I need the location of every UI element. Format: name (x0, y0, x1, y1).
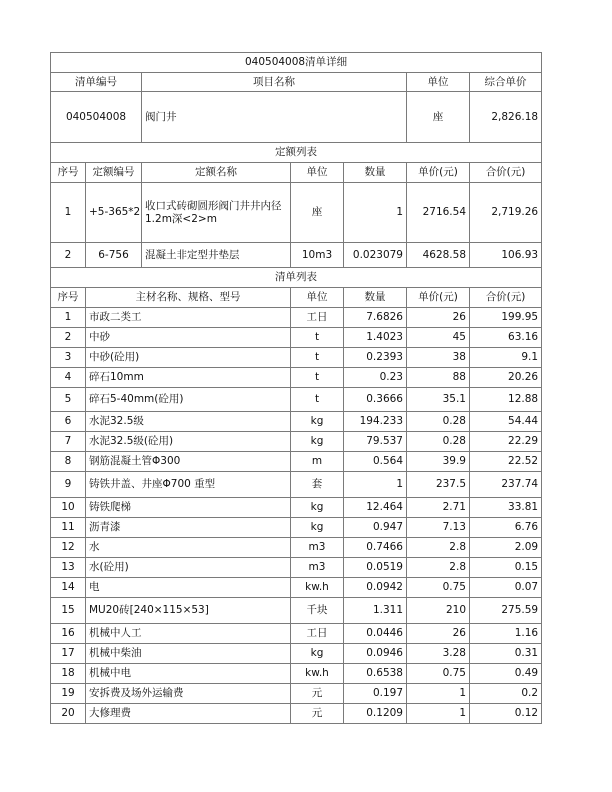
material-unit: 工日 (291, 308, 344, 328)
material-name: 水泥32.5级(砼用) (86, 432, 291, 452)
material-unit-price: 1 (407, 684, 470, 704)
material-row (51, 518, 542, 538)
material-total: 0.12 (470, 704, 542, 724)
material-no: 19 (51, 684, 86, 704)
quota-header-name: 定额名称 (142, 163, 291, 183)
quota-header-total: 合价(元) (470, 163, 542, 183)
material-qty: 0.564 (344, 452, 407, 472)
material-unit-price: 45 (407, 328, 470, 348)
material-name: 大修理费 (86, 704, 291, 724)
material-name: 钢筋混凝土管Φ300 (86, 452, 291, 472)
material-unit: 千块 (291, 598, 344, 624)
material-no: 17 (51, 644, 86, 664)
material-no: 9 (51, 472, 86, 498)
material-unit: t (291, 328, 344, 348)
quota-total: 2,719.26 (470, 183, 542, 243)
material-unit-price: 237.5 (407, 472, 470, 498)
material-total: 63.16 (470, 328, 542, 348)
material-unit-price: 1 (407, 704, 470, 724)
bill-header-unit: 单位 (407, 73, 470, 92)
material-unit-price: 2.71 (407, 498, 470, 518)
bill-name: 阀门井 (142, 92, 407, 143)
material-section-title: 清单列表 (51, 268, 542, 288)
material-no: 13 (51, 558, 86, 578)
material-total: 22.29 (470, 432, 542, 452)
material-qty: 1 (344, 472, 407, 498)
material-qty: 0.197 (344, 684, 407, 704)
material-no: 5 (51, 388, 86, 412)
material-unit: kw.h (291, 664, 344, 684)
material-unit-price: 3.28 (407, 644, 470, 664)
bill-detail-table (50, 52, 542, 724)
material-unit: kg (291, 498, 344, 518)
material-total: 0.49 (470, 664, 542, 684)
material-qty: 0.6538 (344, 664, 407, 684)
material-unit-price: 210 (407, 598, 470, 624)
material-row (51, 558, 542, 578)
material-qty: 194.233 (344, 412, 407, 432)
table-title: 040504008清单详细 (51, 53, 542, 73)
material-qty: 1.311 (344, 598, 407, 624)
material-unit-price: 0.28 (407, 412, 470, 432)
material-unit-price: 35.1 (407, 388, 470, 412)
material-row (51, 624, 542, 644)
material-no: 6 (51, 412, 86, 432)
quota-unit: 座 (291, 183, 344, 243)
material-name: 机械中电 (86, 664, 291, 684)
material-no: 8 (51, 452, 86, 472)
material-total: 1.16 (470, 624, 542, 644)
material-header-unit-price: 单价(元) (407, 288, 470, 308)
material-unit: 工日 (291, 624, 344, 644)
material-unit: m3 (291, 538, 344, 558)
material-unit: t (291, 388, 344, 412)
material-qty: 0.23 (344, 368, 407, 388)
material-unit-price: 0.28 (407, 432, 470, 452)
quota-unit: 10m3 (291, 243, 344, 268)
material-name: 水(砼用) (86, 558, 291, 578)
quota-header-no: 序号 (51, 163, 86, 183)
bill-header-name: 项目名称 (142, 73, 407, 92)
quota-row (51, 243, 542, 268)
quota-qty: 0.023079 (344, 243, 407, 268)
material-name: 市政二类工 (86, 308, 291, 328)
material-no: 4 (51, 368, 86, 388)
material-total: 0.2 (470, 684, 542, 704)
bill-code: 040504008 (51, 92, 142, 143)
material-name: 碎石5-40mm(砼用) (86, 388, 291, 412)
material-qty: 0.0942 (344, 578, 407, 598)
material-name: 碎石10mm (86, 368, 291, 388)
quota-header-code: 定额编号 (86, 163, 142, 183)
material-name: 安拆费及场外运输费 (86, 684, 291, 704)
material-header-no: 序号 (51, 288, 86, 308)
material-header-total: 合价(元) (470, 288, 542, 308)
material-row (51, 452, 542, 472)
quota-section-title: 定额列表 (51, 143, 542, 163)
material-name: 铸铁爬梯 (86, 498, 291, 518)
material-row (51, 578, 542, 598)
material-qty: 0.1209 (344, 704, 407, 724)
material-row (51, 644, 542, 664)
material-unit: t (291, 348, 344, 368)
material-unit: 元 (291, 684, 344, 704)
material-unit-price: 26 (407, 624, 470, 644)
material-name: 水 (86, 538, 291, 558)
material-total: 0.07 (470, 578, 542, 598)
material-name: 电 (86, 578, 291, 598)
material-unit: kg (291, 432, 344, 452)
quota-name: 收口式砖砌圆形阀门井井内径1.2m深<2>m (142, 183, 291, 243)
material-row (51, 704, 542, 724)
material-header-unit: 单位 (291, 288, 344, 308)
material-unit-price: 0.75 (407, 578, 470, 598)
material-unit-price: 2.8 (407, 538, 470, 558)
quota-no: 1 (51, 183, 86, 243)
quota-header-qty: 数量 (344, 163, 407, 183)
material-unit: kw.h (291, 578, 344, 598)
material-row (51, 538, 542, 558)
material-total: 0.15 (470, 558, 542, 578)
material-unit: 元 (291, 704, 344, 724)
material-qty: 7.6826 (344, 308, 407, 328)
material-row (51, 432, 542, 452)
bill-unit: 座 (407, 92, 470, 143)
quota-unit-price: 4628.58 (407, 243, 470, 268)
material-no: 15 (51, 598, 86, 624)
material-total: 33.81 (470, 498, 542, 518)
material-header-qty: 数量 (344, 288, 407, 308)
material-unit: m3 (291, 558, 344, 578)
quota-total: 106.93 (470, 243, 542, 268)
material-unit: m (291, 452, 344, 472)
material-no: 3 (51, 348, 86, 368)
material-total: 0.31 (470, 644, 542, 664)
material-qty: 0.0446 (344, 624, 407, 644)
material-row (51, 388, 542, 412)
material-unit-price: 38 (407, 348, 470, 368)
quota-name: 混凝土非定型井垫层 (142, 243, 291, 268)
material-unit: t (291, 368, 344, 388)
material-no: 16 (51, 624, 86, 644)
material-unit-price: 39.9 (407, 452, 470, 472)
material-row (51, 472, 542, 498)
material-qty: 79.537 (344, 432, 407, 452)
material-qty: 0.947 (344, 518, 407, 538)
material-unit: kg (291, 518, 344, 538)
material-unit-price: 7.13 (407, 518, 470, 538)
material-no: 7 (51, 432, 86, 452)
material-total: 2.09 (470, 538, 542, 558)
material-total: 22.52 (470, 452, 542, 472)
material-qty: 0.0946 (344, 644, 407, 664)
material-qty: 0.0519 (344, 558, 407, 578)
material-qty: 1.4023 (344, 328, 407, 348)
material-qty: 0.7466 (344, 538, 407, 558)
material-unit: kg (291, 412, 344, 432)
bill-header-price: 综合单价 (470, 73, 542, 92)
material-unit: kg (291, 644, 344, 664)
material-no: 11 (51, 518, 86, 538)
quota-code: 6-756 (86, 243, 142, 268)
material-name: 水泥32.5级 (86, 412, 291, 432)
material-row (51, 498, 542, 518)
material-name: 中砂 (86, 328, 291, 348)
material-unit-price: 26 (407, 308, 470, 328)
material-row (51, 328, 542, 348)
material-no: 18 (51, 664, 86, 684)
quota-header-unit: 单位 (291, 163, 344, 183)
material-name: 铸铁井盖、井座Φ700 重型 (86, 472, 291, 498)
material-total: 12.88 (470, 388, 542, 412)
quota-qty: 1 (344, 183, 407, 243)
material-name: 机械中柴油 (86, 644, 291, 664)
quota-no: 2 (51, 243, 86, 268)
material-total: 54.44 (470, 412, 542, 432)
bill-price: 2,826.18 (470, 92, 542, 143)
material-total: 20.26 (470, 368, 542, 388)
material-row (51, 308, 542, 328)
material-qty: 12.464 (344, 498, 407, 518)
material-name: 中砂(砼用) (86, 348, 291, 368)
material-no: 14 (51, 578, 86, 598)
quota-code: +5-365*2 (86, 183, 142, 243)
material-row (51, 598, 542, 624)
material-unit: 套 (291, 472, 344, 498)
quota-unit-price: 2716.54 (407, 183, 470, 243)
quota-header-unit-price: 单价(元) (407, 163, 470, 183)
material-no: 10 (51, 498, 86, 518)
material-unit-price: 0.75 (407, 664, 470, 684)
material-no: 1 (51, 308, 86, 328)
material-name: 机械中人工 (86, 624, 291, 644)
material-header-name: 主材名称、规格、型号 (86, 288, 291, 308)
material-name: 沥青漆 (86, 518, 291, 538)
bill-header-code: 清单编号 (51, 73, 142, 92)
material-qty: 0.3666 (344, 388, 407, 412)
material-name: MU20砖[240×115×53] (86, 598, 291, 624)
material-unit-price: 88 (407, 368, 470, 388)
material-no: 20 (51, 704, 86, 724)
material-total: 237.74 (470, 472, 542, 498)
material-total: 9.1 (470, 348, 542, 368)
material-no: 12 (51, 538, 86, 558)
material-total: 199.95 (470, 308, 542, 328)
material-row (51, 684, 542, 704)
quota-row (51, 183, 542, 243)
material-total: 275.59 (470, 598, 542, 624)
material-qty: 0.2393 (344, 348, 407, 368)
material-unit-price: 2.8 (407, 558, 470, 578)
material-row (51, 348, 542, 368)
material-row (51, 368, 542, 388)
material-row (51, 412, 542, 432)
material-total: 6.76 (470, 518, 542, 538)
material-no: 2 (51, 328, 86, 348)
material-row (51, 664, 542, 684)
